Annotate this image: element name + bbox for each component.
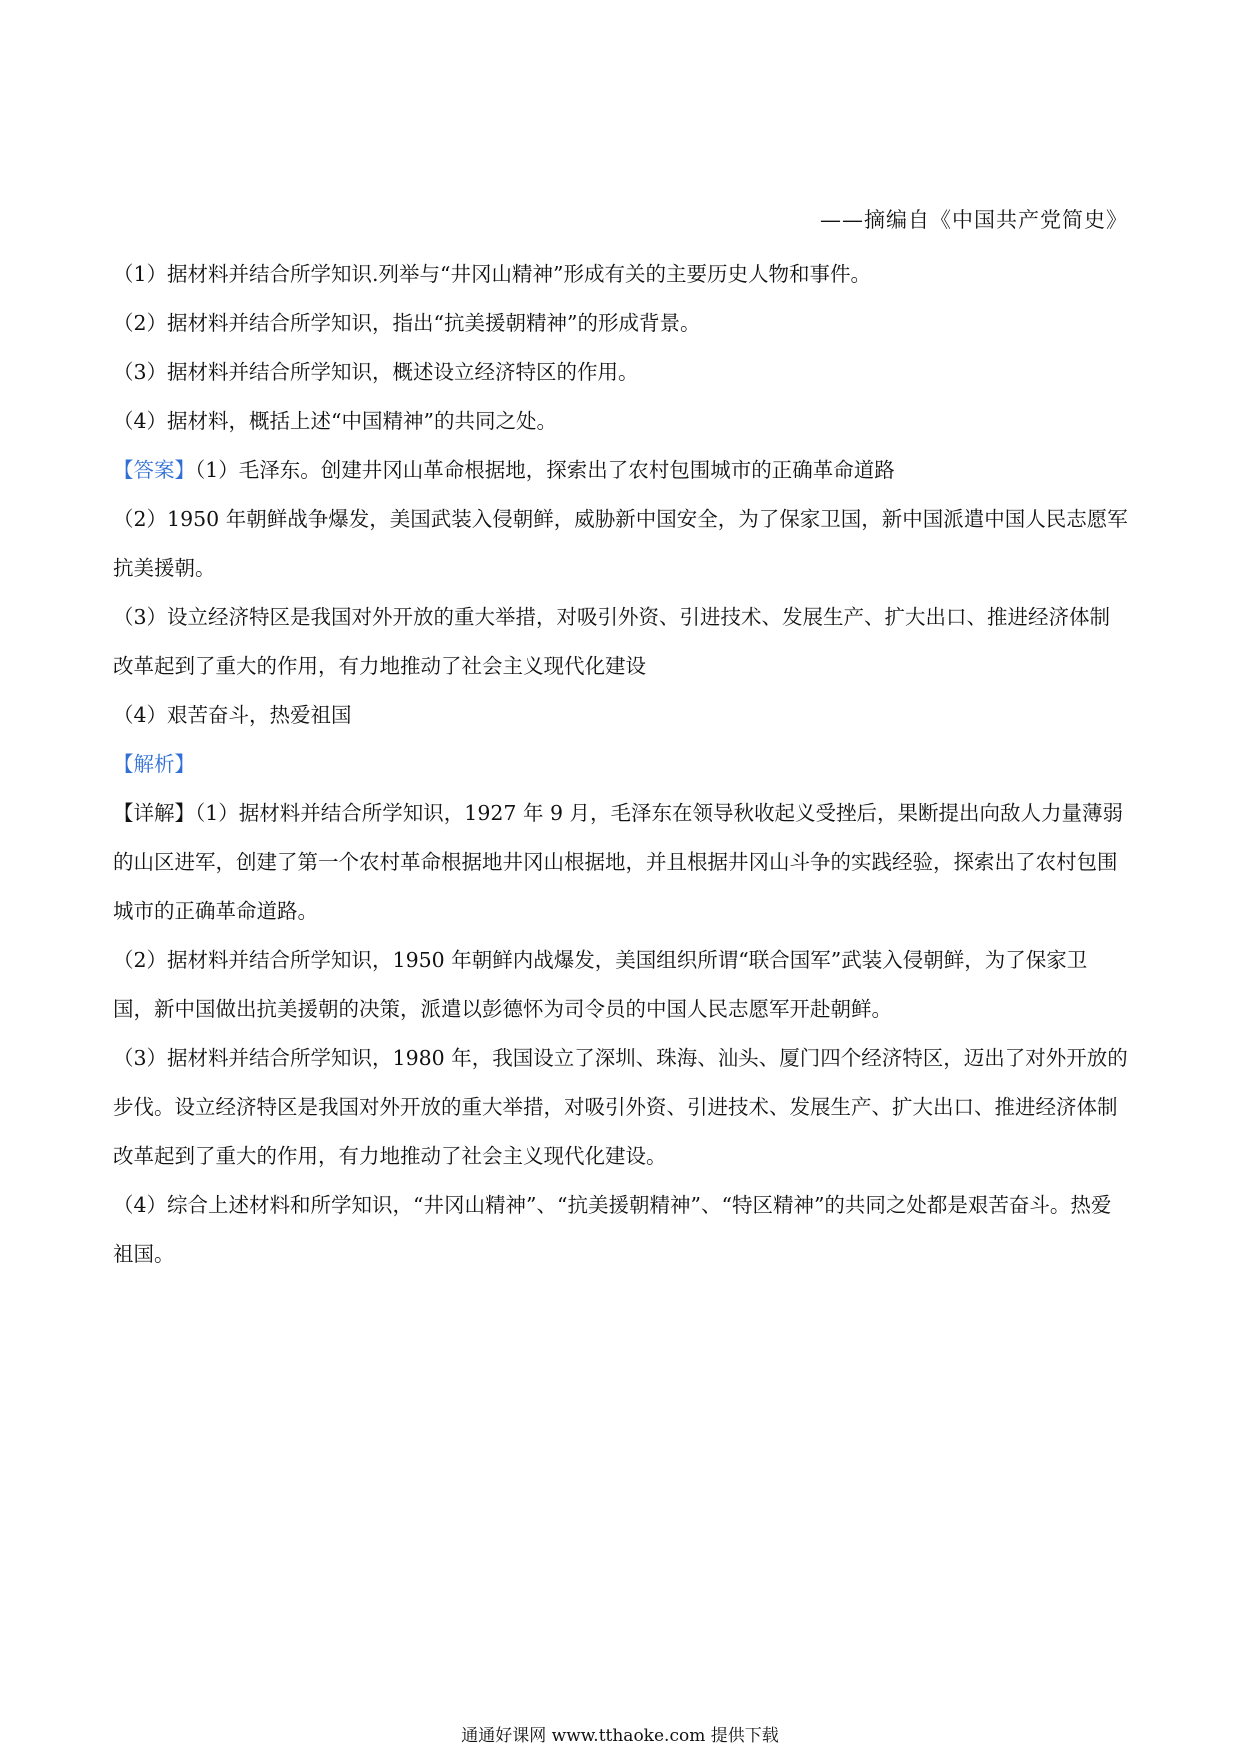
answer-1 [113, 446, 1128, 495]
answer-3: （3）设立经济特区是我国对外开放的重大举措，对吸引外资、引进技术、发展生产、扩大出口、推进经济体制改革起到了重大的作用，有力地推动了社会主义现代化建设 [113, 605, 1111, 678]
answer-4: （4）艰苦奋斗，热爱祖国 [113, 703, 352, 727]
analysis-tag: 【解析】 [113, 752, 195, 776]
detail-1-text: （1）据材料并结合所学知识，1927 年 9 月，毛泽东在领导秋收起义受挫后，果断提出向敌人力量薄弱的山区进军，创建了第一个农村革命根据地井冈山根据地，并且根据井冈山斗争的实践经验，探索出了农村包围城市的正确革命道路。 [113, 801, 1124, 923]
answer-2: （2）1950 年朝鲜战争爆发，美国武装入侵朝鲜，威胁新中国安全，为了保家卫国，新中国派遣中国人民志愿军抗美援朝。 [113, 507, 1128, 580]
detail-4: （4）综合上述材料和所学知识，“井冈山精神”、“抗美援朝精神”、“特区精神”的共同之处都是艰苦奋斗。热爱祖国。 [113, 1193, 1112, 1266]
question-3: （3）据材料并结合所学知识，概述设立经济特区的作用。 [113, 360, 639, 384]
footer-watermark: 通通好课网 www.tthaoke.com 提供下载 [461, 1726, 779, 1746]
source-citation: ——摘编自《中国共产党简史》 [820, 208, 1128, 232]
question-4: （4）据材料，概括上述“中国精神”的共同之处。 [113, 409, 558, 433]
detail-3: （3）据材料并结合所学知识，1980 年，我国设立了深圳、珠海、汕头、厦门四个经济特区，迈出了对外开放的步伐。设立经济特区是我国对外开放的重大举措，对吸引外资、引进技术、发展生产、扩大出口、推进经济体制改革起到了重大的作用，有力地推动了社会主义现代化建设。 [113, 1046, 1128, 1168]
detail-tag: 【详解】 [113, 801, 195, 825]
answer-tag: 【答案】 [113, 458, 195, 482]
detail-1 [113, 789, 1128, 936]
detail-2: （2）据材料并结合所学知识，1950 年朝鲜内战爆发，美国组织所谓“联合国军”武装入侵朝鲜，为了保家卫国，新中国做出抗美援朝的决策，派遣以彭德怀为司令员的中国人民志愿军开赴朝鲜。 [113, 948, 1088, 1021]
question-2: （2）据材料并结合所学知识，指出“抗美援朝精神”的形成背景。 [113, 311, 701, 335]
document-body [113, 250, 1128, 1279]
answer-1-text: （1）毛泽东。创建井冈山革命根据地，探索出了农村包围城市的正确革命道路 [195, 458, 895, 482]
question-1: （1）据材料并结合所学知识.列举与“井冈山精神”形成有关的主要历史人物和事件。 [113, 262, 872, 286]
analysis-heading [113, 740, 1128, 789]
